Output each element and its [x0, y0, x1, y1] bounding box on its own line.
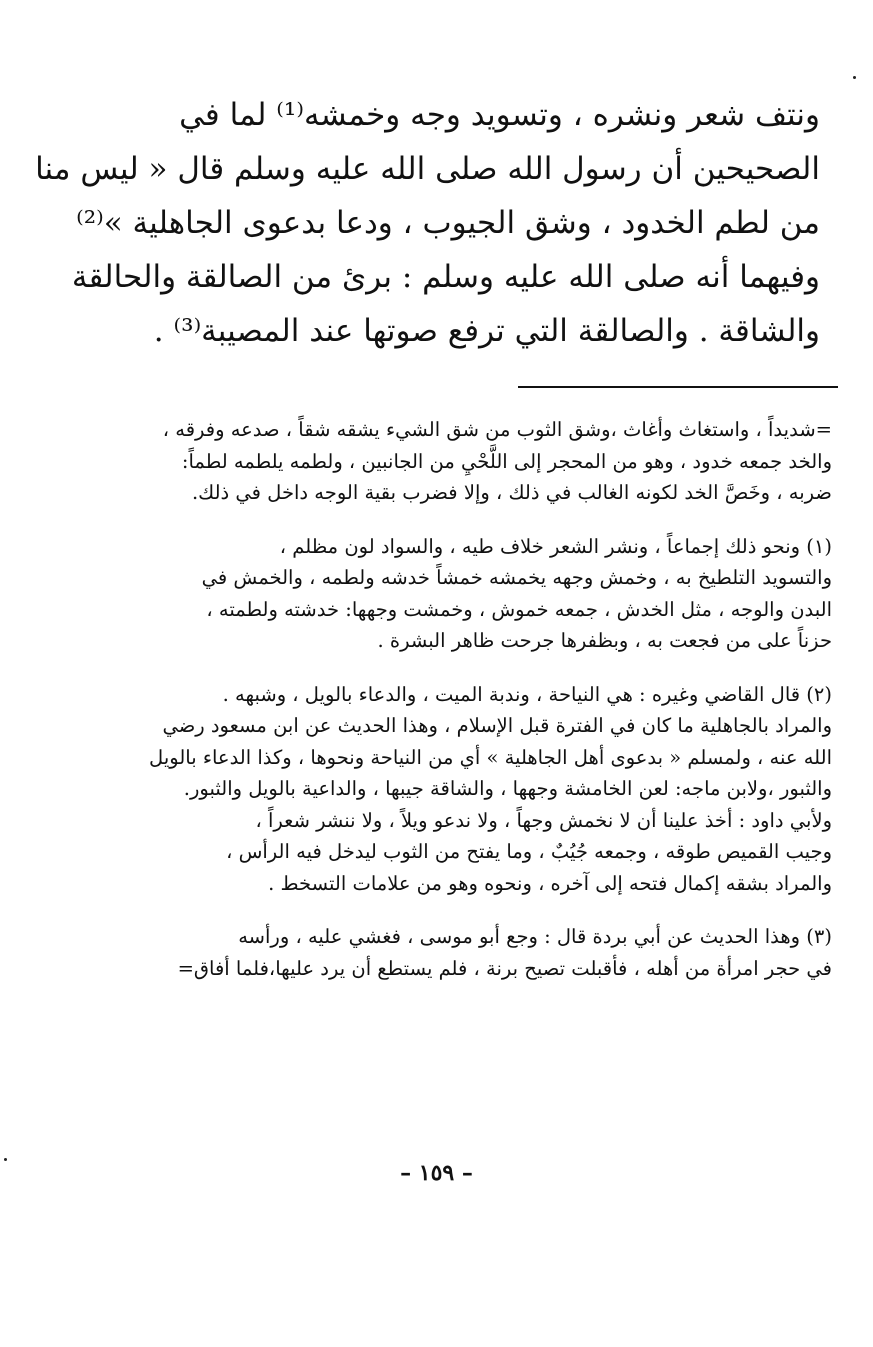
footnote-line: وجيب القميص طوقه ، وجمعه جُيُبٌ ، وما يفتح من الثوب ليدخل فيه الرأس ،: [226, 840, 832, 863]
scan-speck: [853, 76, 856, 79]
main-line: ونتف شعر ونشره ، وتسويد وجه وخمشه⁽¹⁾ لما في: [179, 97, 820, 133]
footnote-continuation: [110, 414, 832, 509]
page-number: – ١٥٩ –: [400, 1160, 473, 1186]
footnote-line: في حجر امرأة من أهله ، فأقبلت تصيح برنة ، فلم يستطع أن يرد عليها،فلما أفاق=: [177, 956, 832, 980]
scan-speck: [4, 1158, 7, 1161]
footnote-separator: [518, 386, 838, 388]
footnote-line: ضربه ، وخَصَّ الخد لكونه الغالب في ذلك ، وإلا فضرب بقية الوجه داخل في ذلك.: [191, 481, 832, 504]
main-line: والشاقة . والصالقة التي ترفع صوتها عند المصيبة⁽³⁾ .: [153, 313, 820, 349]
main-line: وفيهما أنه صلى الله عليه وسلم : برئ من الصالقة والحالقة: [71, 259, 820, 295]
footnote-line: (٣) وهذا الحديث عن أبي بردة قال : وجع أبو موسى ، فغشي عليه ، ورأسه: [238, 925, 832, 948]
footnote-2: [110, 679, 832, 900]
footnote-line: والثبور ،ولابن ماجه: لعن الخامشة وجهها ، والشاقة جيبها ، والداعية بالويل والثبور.: [183, 777, 832, 800]
footnote-line: البدن والوجه ، مثل الخدش ، جمعه خموش ، وخمشت وجهها: خدشته ولطمته ،: [206, 597, 832, 621]
footnote-line: والمراد بشقه إكمال فتحه إلى آخره ، ونحوه وهو من علامات التسخط .: [268, 871, 832, 895]
footnote-line: حزناً على من فجعت به ، وبظفرها جرحت ظاهر البشرة .: [377, 629, 832, 652]
footnote-line: ولأبي داود : أخذ علينا أن لا نخمش وجهاً ، ولا ندعو ويلاً ، ولا ننشر شعراً ،: [255, 808, 832, 832]
footnote-line: والخد جمعه خدود ، وهو من المحجر إلى اللَّحْيِ من الجانبين ، ولطمه يلطمه لطماً:: [181, 449, 832, 473]
footnote-line: والمراد بالجاهلية ما كان في الفترة قبل الإسلام ، وهذا الحديث عن ابن مسعود رضي: [162, 714, 832, 737]
main-line: الصحيحين أن رسول الله صلى الله عليه وسلم قال « ليس منا: [35, 151, 820, 187]
footnote-line: (١) ونحو ذلك إجماعاً ، ونشر الشعر خلاف طيه ، والسواد لون مظلم ،: [279, 534, 832, 558]
footnotes: [110, 414, 832, 1006]
footnote-line: الله عنه ، ولمسلم « بدعوى أهل الجاهلية » أي من النياحة ونحوها ، وكذا الدعاء بالويل: [149, 745, 832, 769]
footnote-line: =شديداً ، واستغاث وأغاث ،وشق الثوب من شق الشيء يشقه شقاً ، صدعه وفرقه ،: [162, 418, 832, 441]
footnote-3: [110, 921, 832, 984]
footnote-line: والتسويد التلطيخ به ، وخمش وجهه يخمشه خمشاً خدشه ولطمه ، والخمش في: [201, 566, 832, 589]
footnote-line: (٢) قال القاضي وغيره : هي النياحة ، وندبة الميت ، والدعاء بالويل ، وشبهه .: [222, 682, 832, 706]
main-text: [35, 88, 820, 358]
main-line: من لطم الخدود ، وشق الجيوب ، ودعا بدعوى الجاهلية »⁽²⁾: [76, 205, 820, 241]
footnote-1: [110, 531, 832, 657]
